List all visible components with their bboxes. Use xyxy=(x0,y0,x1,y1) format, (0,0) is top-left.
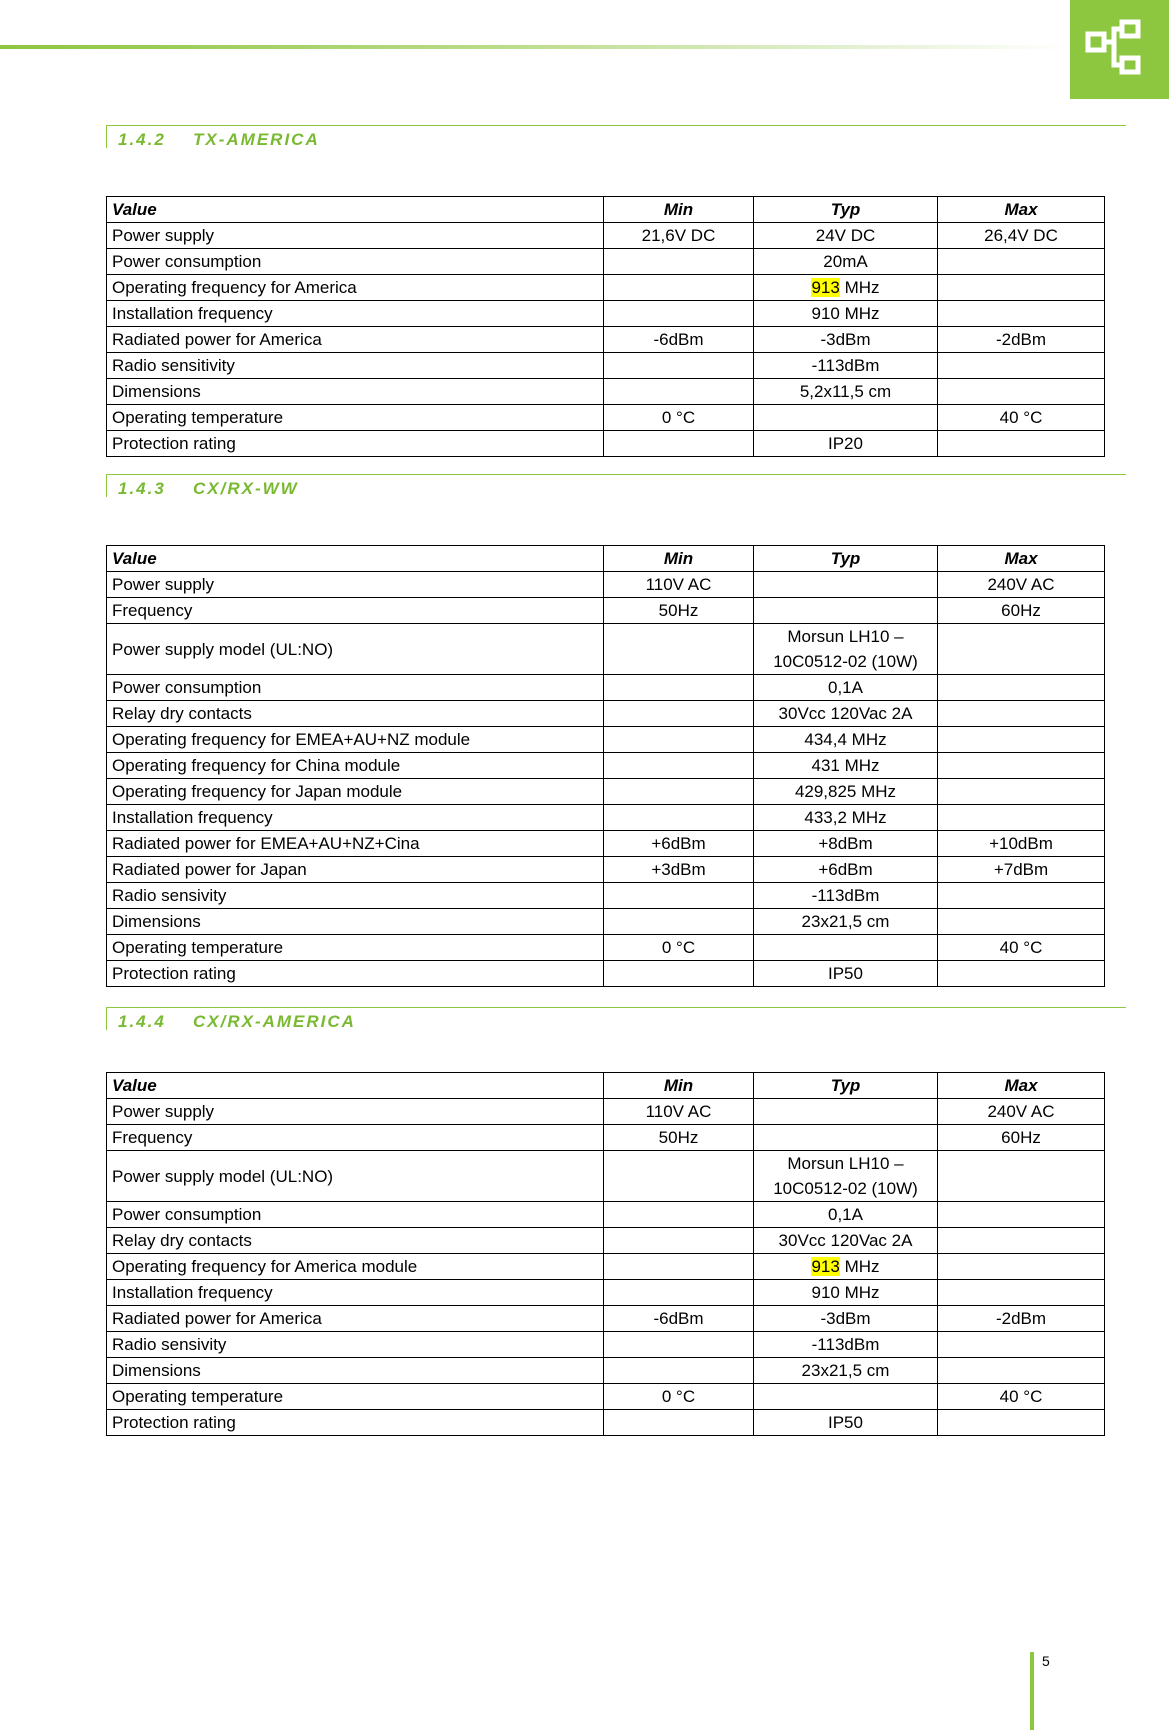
table-cell xyxy=(938,1151,1105,1202)
table-cell: 240V AC xyxy=(938,1099,1105,1125)
table-cell xyxy=(754,1384,938,1410)
table-cell: Relay dry contacts xyxy=(107,1228,604,1254)
column-header: Max xyxy=(938,1073,1105,1099)
header-rule xyxy=(0,45,1070,49)
section-title: CX/RX-AMERICA xyxy=(193,1012,356,1031)
table-row xyxy=(107,831,1105,857)
table-cell xyxy=(604,1151,754,1202)
table-row xyxy=(107,249,1105,275)
table-cell: 0,1A xyxy=(754,675,938,701)
table-row xyxy=(107,1306,1105,1332)
table-cell xyxy=(604,379,754,405)
table-header-row xyxy=(107,1073,1105,1099)
table-cell: -3dBm xyxy=(754,1306,938,1332)
table-cell: Dimensions xyxy=(107,909,604,935)
network-nodes-icon xyxy=(1084,18,1154,82)
column-header: Max xyxy=(938,546,1105,572)
table-cell: 60Hz xyxy=(938,1125,1105,1151)
section-title: CX/RX-WW xyxy=(193,479,299,498)
table-cell: Protection rating xyxy=(107,431,604,457)
table-cell xyxy=(938,1358,1105,1384)
table-row xyxy=(107,1384,1105,1410)
table-cell: Protection rating xyxy=(107,1410,604,1436)
section-number: 1.4.4 xyxy=(118,1012,166,1031)
table-row xyxy=(107,405,1105,431)
spec-table-cx-rx-america xyxy=(106,1072,1105,1436)
table-cell: Radiated power for America xyxy=(107,327,604,353)
section-heading-cx-rx-ww xyxy=(106,474,1126,518)
table-cell: Radiated power for America xyxy=(107,1306,604,1332)
table-cell: 24V DC xyxy=(754,223,938,249)
table-cell xyxy=(938,1332,1105,1358)
table-row xyxy=(107,1202,1105,1228)
table-cell xyxy=(604,805,754,831)
table-cell: 0 °C xyxy=(604,1384,754,1410)
section-number: 1.4.3 xyxy=(118,479,166,498)
table-cell xyxy=(938,624,1105,675)
table-cell: Frequency xyxy=(107,1125,604,1151)
table-cell xyxy=(604,275,754,301)
table-cell: 21,6V DC xyxy=(604,223,754,249)
table-cell xyxy=(938,1254,1105,1280)
column-header: Value xyxy=(107,546,604,572)
table-cell: Operating temperature xyxy=(107,405,604,431)
table-cell xyxy=(604,1228,754,1254)
table-cell: 40 °C xyxy=(938,1384,1105,1410)
table-cell xyxy=(754,572,938,598)
table-cell: 60Hz xyxy=(938,598,1105,624)
table-cell: 23x21,5 cm xyxy=(754,909,938,935)
column-header: Min xyxy=(604,1073,754,1099)
table-cell: Dimensions xyxy=(107,379,604,405)
section-heading-tx-america xyxy=(106,125,1126,169)
table-cell: -113dBm xyxy=(754,883,938,909)
table-cell: 913 MHz xyxy=(754,275,938,301)
table-row xyxy=(107,275,1105,301)
page-number: 5 xyxy=(1042,1653,1050,1669)
table-row xyxy=(107,1332,1105,1358)
table-cell: Power supply model (UL:NO) xyxy=(107,1151,604,1202)
table-cell xyxy=(938,779,1105,805)
table-row xyxy=(107,598,1105,624)
table-cell xyxy=(938,431,1105,457)
table-cell: 30Vcc 120Vac 2A xyxy=(754,1228,938,1254)
table-row xyxy=(107,1151,1105,1202)
table-cell xyxy=(938,275,1105,301)
table-cell: 240V AC xyxy=(938,572,1105,598)
table-cell: Power consumption xyxy=(107,1202,604,1228)
table-cell: +7dBm xyxy=(938,857,1105,883)
table-cell: Operating temperature xyxy=(107,1384,604,1410)
table-cell: Power consumption xyxy=(107,675,604,701)
table-cell: 20mA xyxy=(754,249,938,275)
table-cell: 434,4 MHz xyxy=(754,727,938,753)
table-row xyxy=(107,1254,1105,1280)
table-cell: Operating frequency for EMEA+AU+NZ module xyxy=(107,727,604,753)
table-cell xyxy=(938,249,1105,275)
table-cell: Installation frequency xyxy=(107,1280,604,1306)
table-header-row xyxy=(107,546,1105,572)
table-cell: 40 °C xyxy=(938,935,1105,961)
column-header: Typ xyxy=(754,197,938,223)
table-row xyxy=(107,1125,1105,1151)
table-row xyxy=(107,1358,1105,1384)
table-cell: -6dBm xyxy=(604,327,754,353)
table-cell xyxy=(938,1410,1105,1436)
table-row xyxy=(107,909,1105,935)
table-cell xyxy=(604,675,754,701)
table-cell xyxy=(938,753,1105,779)
table-cell: Radio sensivity xyxy=(107,1332,604,1358)
table-cell xyxy=(754,405,938,431)
table-cell: 40 °C xyxy=(938,405,1105,431)
table-cell: +10dBm xyxy=(938,831,1105,857)
table-row xyxy=(107,223,1105,249)
table-cell: Power supply xyxy=(107,223,604,249)
section-number: 1.4.2 xyxy=(118,130,166,149)
table-row xyxy=(107,857,1105,883)
table-cell: Radio sensitivity xyxy=(107,353,604,379)
table-cell xyxy=(604,753,754,779)
column-header: Typ xyxy=(754,546,938,572)
column-header: Min xyxy=(604,546,754,572)
table-cell xyxy=(938,675,1105,701)
table-cell xyxy=(938,353,1105,379)
table-cell xyxy=(604,1332,754,1358)
table-cell: Operating frequency for China module xyxy=(107,753,604,779)
column-header: Max xyxy=(938,197,1105,223)
table-cell: Radiated power for EMEA+AU+NZ+Cina xyxy=(107,831,604,857)
table-header-row xyxy=(107,197,1105,223)
table-cell: 26,4V DC xyxy=(938,223,1105,249)
table-cell: 431 MHz xyxy=(754,753,938,779)
table-cell xyxy=(754,1099,938,1125)
table-cell xyxy=(604,1254,754,1280)
table-row xyxy=(107,701,1105,727)
table-cell xyxy=(604,624,754,675)
table-cell: +8dBm xyxy=(754,831,938,857)
table-row xyxy=(107,961,1105,987)
table-cell: +6dBm xyxy=(604,831,754,857)
table-cell: -113dBm xyxy=(754,1332,938,1358)
table-cell xyxy=(754,935,938,961)
table-cell: IP20 xyxy=(754,431,938,457)
table-cell: +3dBm xyxy=(604,857,754,883)
table-cell: Operating temperature xyxy=(107,935,604,961)
table-row xyxy=(107,935,1105,961)
table-cell xyxy=(938,301,1105,327)
section-title: TX-AMERICA xyxy=(193,130,320,149)
table-cell: 50Hz xyxy=(604,1125,754,1151)
table-cell: 429,825 MHz xyxy=(754,779,938,805)
table-cell: -6dBm xyxy=(604,1306,754,1332)
table-row xyxy=(107,779,1105,805)
table-row xyxy=(107,883,1105,909)
table-cell xyxy=(604,1358,754,1384)
table-cell xyxy=(604,727,754,753)
company-logo xyxy=(1070,0,1169,99)
table-cell xyxy=(604,883,754,909)
table-cell: Radio sensivity xyxy=(107,883,604,909)
table-cell: Power supply xyxy=(107,572,604,598)
table-cell: Power consumption xyxy=(107,249,604,275)
table-cell: 910 MHz xyxy=(754,301,938,327)
table-row xyxy=(107,1410,1105,1436)
table-cell: 5,2x11,5 cm xyxy=(754,379,938,405)
table-cell: Relay dry contacts xyxy=(107,701,604,727)
column-header: Value xyxy=(107,1073,604,1099)
table-row xyxy=(107,727,1105,753)
table-cell: 910 MHz xyxy=(754,1280,938,1306)
table-cell: Dimensions xyxy=(107,1358,604,1384)
column-header: Typ xyxy=(754,1073,938,1099)
table-cell xyxy=(938,909,1105,935)
table-cell: Operating frequency for America module xyxy=(107,1254,604,1280)
table-cell xyxy=(604,1202,754,1228)
spec-table-cx-rx-ww xyxy=(106,545,1105,987)
table-cell xyxy=(938,805,1105,831)
table-cell: -3dBm xyxy=(754,327,938,353)
column-header: Min xyxy=(604,197,754,223)
table-cell xyxy=(938,1202,1105,1228)
table-row xyxy=(107,379,1105,405)
section-heading-cx-rx-america xyxy=(106,1007,1126,1051)
table-row xyxy=(107,327,1105,353)
table-row xyxy=(107,572,1105,598)
table-cell xyxy=(604,301,754,327)
table-cell: 30Vcc 120Vac 2A xyxy=(754,701,938,727)
table-cell xyxy=(754,598,938,624)
table-cell xyxy=(604,779,754,805)
table-row xyxy=(107,301,1105,327)
table-cell: IP50 xyxy=(754,1410,938,1436)
table-cell: IP50 xyxy=(754,961,938,987)
table-row xyxy=(107,675,1105,701)
table-cell: Frequency xyxy=(107,598,604,624)
table-cell: Power supply xyxy=(107,1099,604,1125)
footer-rule xyxy=(1030,1652,1034,1730)
table-cell: Operating frequency for America xyxy=(107,275,604,301)
table-cell: -2dBm xyxy=(938,327,1105,353)
table-row xyxy=(107,1228,1105,1254)
table-cell: Protection rating xyxy=(107,961,604,987)
table-cell: 50Hz xyxy=(604,598,754,624)
table-cell: 0,1A xyxy=(754,1202,938,1228)
table-cell: +6dBm xyxy=(754,857,938,883)
table-cell: -113dBm xyxy=(754,353,938,379)
table-cell xyxy=(938,1280,1105,1306)
table-cell xyxy=(604,1280,754,1306)
table-cell xyxy=(604,909,754,935)
table-cell xyxy=(604,1410,754,1436)
table-cell xyxy=(938,1228,1105,1254)
table-row xyxy=(107,624,1105,675)
table-cell xyxy=(604,701,754,727)
table-cell xyxy=(938,883,1105,909)
table-row xyxy=(107,805,1105,831)
table-cell: Radiated power for Japan xyxy=(107,857,604,883)
table-cell: 0 °C xyxy=(604,405,754,431)
table-cell: -2dBm xyxy=(938,1306,1105,1332)
table-row xyxy=(107,1280,1105,1306)
table-cell xyxy=(938,961,1105,987)
table-cell xyxy=(938,379,1105,405)
table-cell xyxy=(604,353,754,379)
spec-table-tx-america xyxy=(106,196,1105,457)
table-cell: 110V AC xyxy=(604,1099,754,1125)
table-cell: Operating frequency for Japan module xyxy=(107,779,604,805)
table-cell xyxy=(604,431,754,457)
table-row xyxy=(107,353,1105,379)
table-cell: Power supply model (UL:NO) xyxy=(107,624,604,675)
column-header: Value xyxy=(107,197,604,223)
table-row xyxy=(107,431,1105,457)
table-cell: 23x21,5 cm xyxy=(754,1358,938,1384)
table-cell: Morsun LH10 – 10C0512-02 (10W) xyxy=(754,624,938,675)
table-cell xyxy=(604,249,754,275)
table-cell xyxy=(754,1125,938,1151)
table-cell: Installation frequency xyxy=(107,805,604,831)
table-cell: 0 °C xyxy=(604,935,754,961)
table-cell xyxy=(938,727,1105,753)
table-cell: 913 MHz xyxy=(754,1254,938,1280)
table-row xyxy=(107,1099,1105,1125)
table-cell: 433,2 MHz xyxy=(754,805,938,831)
table-cell: Morsun LH10 – 10C0512-02 (10W) xyxy=(754,1151,938,1202)
table-cell xyxy=(938,701,1105,727)
table-row xyxy=(107,753,1105,779)
table-cell xyxy=(604,961,754,987)
table-cell: Installation frequency xyxy=(107,301,604,327)
table-cell: 110V AC xyxy=(604,572,754,598)
